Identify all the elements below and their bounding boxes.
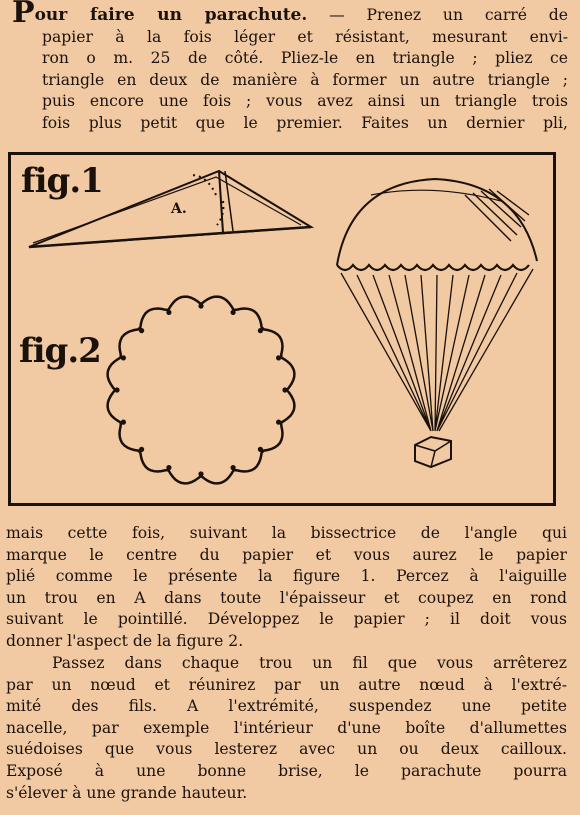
drop-cap: P (12, 0, 35, 30)
p1-line-2: plié comme le présente la figure 1. Percez à l'aiguille (6, 567, 567, 586)
disc-hole (282, 387, 287, 392)
p2-line-0: Passez dans chaque trou un fil que vous arrêterez (52, 654, 567, 672)
parachute-drawing (337, 179, 537, 467)
p1-line-5: donner l'aspect de la figure 2. (6, 631, 244, 650)
disc-hole (276, 355, 281, 360)
p2-line-5: Exposé à une bonne brise, le parachute pourra (6, 761, 567, 780)
p1-line-0: mais cette fois, suivant la bissectrice de l'angle qui (6, 524, 567, 542)
intro-line-5: fois plus petit que le premier. Faites un dernier pli, (42, 113, 568, 132)
intro-line-1: papier à la fois léger et résistant, mesurant envi- (42, 27, 568, 46)
disc-hole (139, 328, 144, 333)
figure-illustration (11, 155, 553, 503)
fig2-label: fig.2 (19, 331, 101, 371)
p1-line-1: marque le centre du papier et vous aurez le papier (6, 545, 567, 564)
fig1-label: fig.1 (21, 161, 103, 201)
intro-line-4: puis encore une fois ; vous avez ainsi un triangle trois (42, 92, 568, 111)
scalloped-disc (108, 297, 295, 484)
disc-hole (276, 420, 281, 425)
disc-hole (121, 355, 126, 360)
intro-line-0 (12, 0, 568, 30)
disc-hole (198, 471, 203, 476)
intro-paragraph (0, 0, 580, 135)
disc-hole (121, 420, 126, 425)
p2-line-2: mité des fils. A l'extrémité, suspendez une petite (6, 697, 567, 716)
p1-line-3: un trou en A dans toute l'épaisseur et coupez en rond (6, 588, 567, 607)
p2-line-1: par un nœud et réunirez par un autre nœud à l'extré- (6, 675, 567, 694)
disc-hole (198, 303, 203, 308)
disc-hole (166, 310, 171, 315)
body-paragraph-2 (0, 653, 580, 804)
intro-text: — Prenez un carré de (329, 6, 568, 24)
point-a-label: A. (171, 201, 187, 217)
disc-hole (139, 447, 144, 452)
disc-hole (231, 465, 236, 470)
disc-hole (231, 310, 236, 315)
p2-line-6: s'élever à une grande hauteur. (6, 783, 248, 802)
body-paragraph-1 (0, 523, 580, 653)
article-title: our faire un parachute. (34, 5, 308, 25)
p1-line-4: suivant le pointillé. Développez le papier ; il doit vous (6, 610, 567, 629)
intro-line-2: ron o m. 25 de côté. Pliez-le en triangle ; pliez ce (42, 49, 568, 68)
p2-line-3: nacelle, par exemple l'intérieur d'une boîte d'allumettes (6, 718, 567, 737)
figure-frame (8, 152, 556, 506)
disc-hole (258, 447, 263, 452)
folded-paper-triangle (29, 171, 311, 247)
disc-hole (166, 465, 171, 470)
disc-hole (258, 328, 263, 333)
intro-line-3: triangle en deux de manière à former un autre triangle ; (42, 70, 568, 89)
disc-hole (114, 387, 119, 392)
p2-line-4: suédoises que vous lesterez avec un ou deux cailloux. (6, 740, 567, 759)
